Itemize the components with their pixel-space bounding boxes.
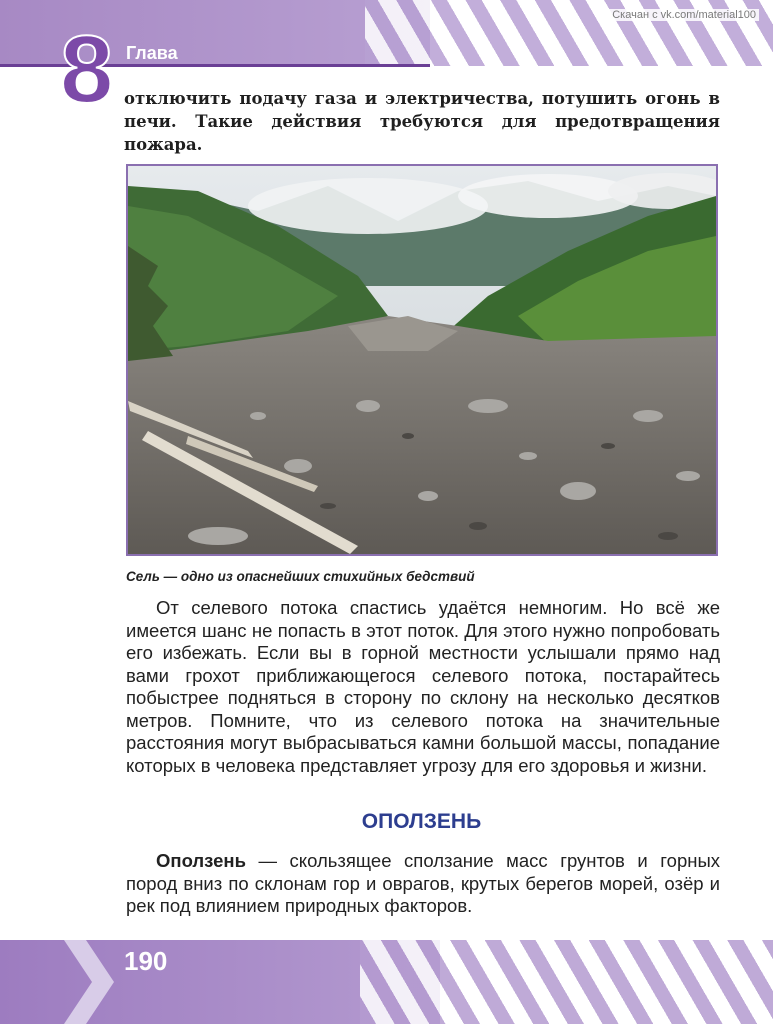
chevron-right-icon [64,940,114,1024]
body-paragraph: От селевого потока спастись удаётся немногим. Но всё же имеется шанс не попасть в этот поток. Для этого нужно попробовать его избежать. Если вы в горной местности услышали прямо над вами грохот приближающегося селевого потока, постарайтесь побыстрее подняться в сторону по склону на несколько десятков метров. Помните, что из селевого потока на значительные расстояния могут выбрасываться камни большой массы, попадание которых в человека представляет угрозу для его здоровья и жизни. [126,597,720,776]
page-number: 190 [124,946,168,976]
source-note: Скачан с vk.com/material100 [609,9,759,21]
figure-caption: Сель — одно из опаснейших стихийных бедствий [126,569,475,584]
definition-term: Оползень [156,850,246,871]
chapter-label: Глава [126,43,178,63]
chapter-number: 8 [60,16,114,123]
definition-paragraph [126,850,720,918]
mudflow-photo [126,164,718,556]
intro-text: отключить подачу газа и электричества, потушить огонь в печи. Такие действия требуются для предотвращения пожара. [124,89,720,154]
footer-band [0,940,773,1024]
section-title: ОПОЛЗЕНЬ [361,810,482,833]
footer-stripes [360,940,773,1024]
definition-text: — скользящее сползание масс грунтов и горных пород вниз по склонам гор и оврагов, крутых берегов морей, озёр и рек под влиянием природных факторов. [126,850,720,916]
